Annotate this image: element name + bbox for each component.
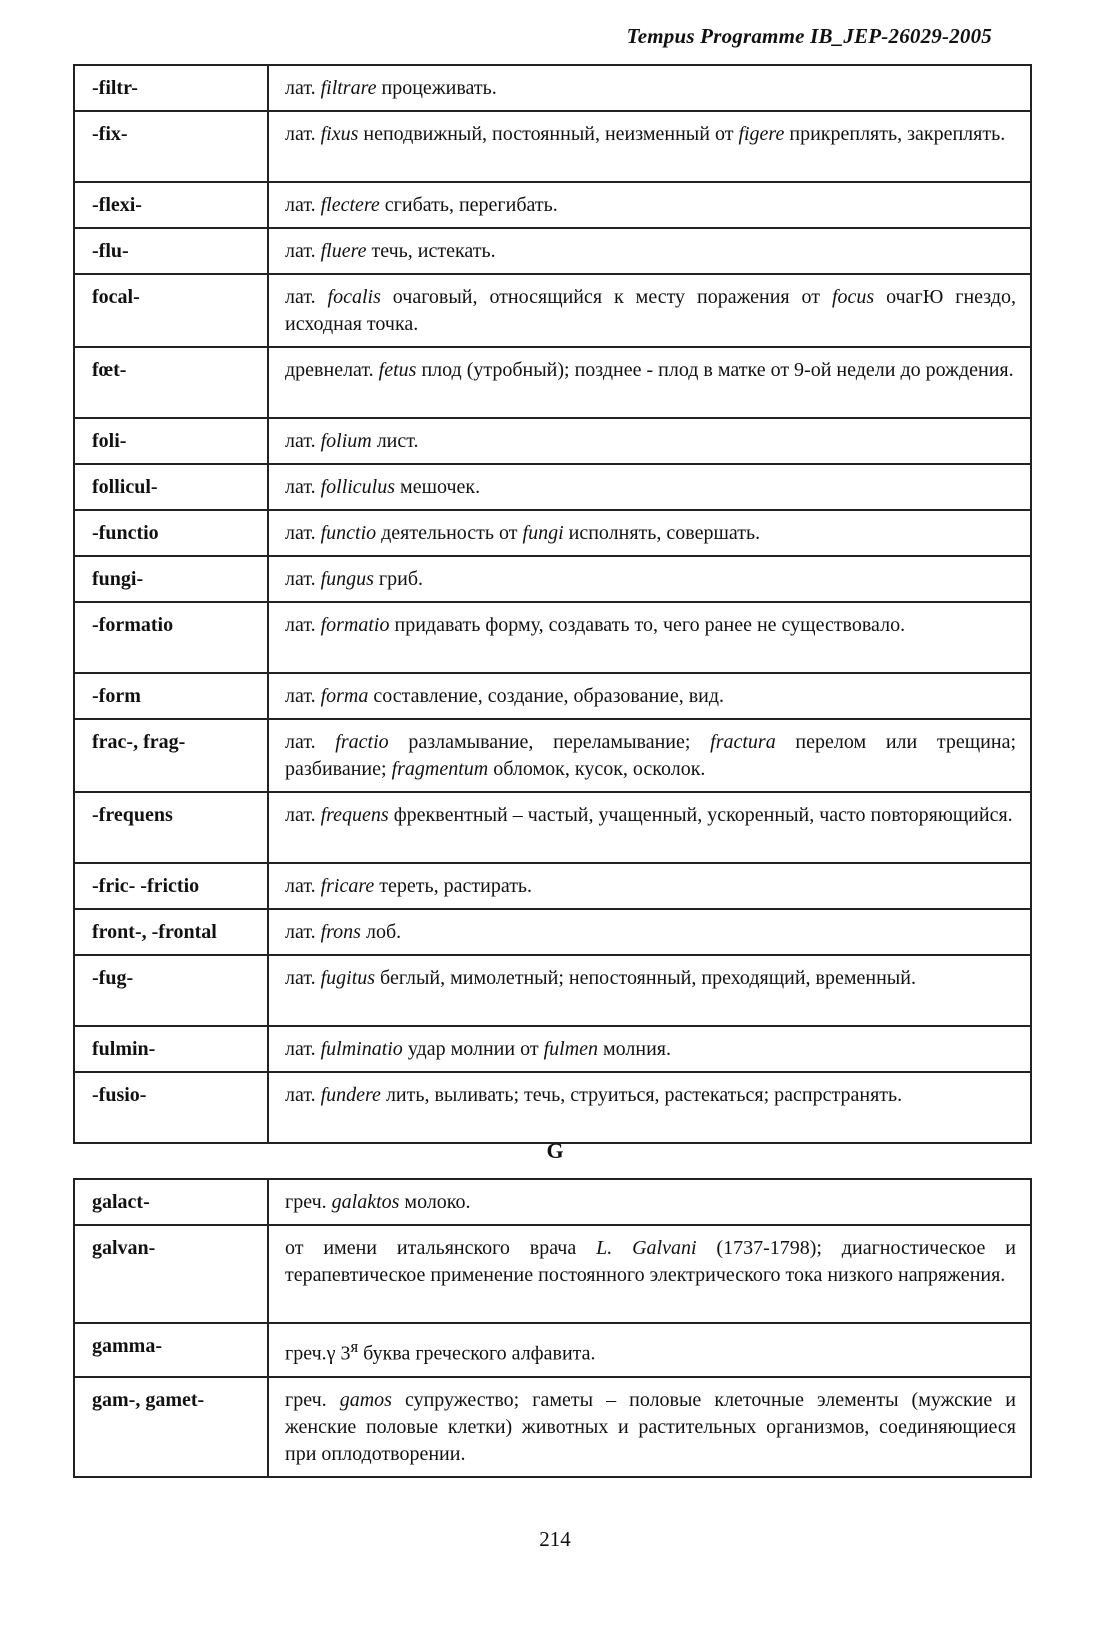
glossary-definition: лат. fricare тереть, растирать. xyxy=(268,863,1031,909)
glossary-definition: лат. forma составление, создание, образование, вид. xyxy=(268,673,1031,719)
glossary-row xyxy=(74,1323,1031,1377)
glossary-term: foli- xyxy=(74,418,268,464)
glossary-row xyxy=(74,602,1031,673)
glossary-table-g-body xyxy=(74,1179,1031,1477)
glossary-row xyxy=(74,347,1031,418)
glossary-definition: лат. fundere лить, выливать; течь, струиться, растекаться; распрстранять. xyxy=(268,1072,1031,1143)
glossary-definition: греч. gamos супружество; гаметы – половые клеточные элементы (мужские и женские половые клетки) животных и растительных организмов, соединяющиеся при оплодотворении. xyxy=(268,1377,1031,1477)
glossary-term: galact- xyxy=(74,1179,268,1225)
glossary-term: front-, -frontal xyxy=(74,909,268,955)
glossary-row xyxy=(74,1225,1031,1323)
glossary-row xyxy=(74,863,1031,909)
glossary-row xyxy=(74,909,1031,955)
page-number: 214 xyxy=(539,1527,571,1551)
glossary-term: focal- xyxy=(74,274,268,347)
glossary-term: gamma- xyxy=(74,1323,268,1377)
glossary-term: -fric- -frictio xyxy=(74,863,268,909)
glossary-term: -flexi- xyxy=(74,182,268,228)
glossary-row xyxy=(74,955,1031,1026)
glossary-row xyxy=(74,556,1031,602)
glossary-definition: древнелат. fetus плод (утробный); позднее - плод в матке от 9-ой недели до рождения. xyxy=(268,347,1031,418)
glossary-definition: греч.γ $3^я$ буква греческого алфавита. xyxy=(268,1323,1031,1377)
glossary-definition: лат. focalis очаговый, относящийся к месту поражения от focus очагЮ гнездо, исходная точка. xyxy=(268,274,1031,347)
glossary-definition: лат. filtrare процеживать. xyxy=(268,65,1031,111)
glossary-term: galvan- xyxy=(74,1225,268,1323)
running-header: Tempus Programme IB_JEP-26029-2005 xyxy=(626,24,992,48)
glossary-term: -formatio xyxy=(74,602,268,673)
glossary-term: fulmin- xyxy=(74,1026,268,1072)
glossary-term: fungi- xyxy=(74,556,268,602)
glossary-term: -form xyxy=(74,673,268,719)
glossary-term: -fix- xyxy=(74,111,268,182)
glossary-definition: лат. formatio придавать форму, создавать то, чего ранее не существовало. xyxy=(268,602,1031,673)
glossary-definition: лат. fractio разламывание, переламывание; fractura перелом или трещина; разбивание; fragmentum обломок, кусок, осколок. xyxy=(268,719,1031,792)
glossary-term: -fug- xyxy=(74,955,268,1026)
glossary-row xyxy=(74,1179,1031,1225)
glossary-row xyxy=(74,1072,1031,1143)
glossary-definition: лат. folium лист. xyxy=(268,418,1031,464)
glossary-row xyxy=(74,228,1031,274)
glossary-row xyxy=(74,111,1031,182)
glossary-definition: лат. frons лоб. xyxy=(268,909,1031,955)
glossary-row xyxy=(74,673,1031,719)
glossary-row xyxy=(74,1377,1031,1477)
glossary-term: follicul- xyxy=(74,464,268,510)
glossary-row xyxy=(74,464,1031,510)
glossary-definition: лат. frequens фреквентный – частый, учащенный, ускоренный, часто повторяющийся. xyxy=(268,792,1031,863)
glossary-term: -flu- xyxy=(74,228,268,274)
glossary-table-f-body xyxy=(74,65,1031,1143)
glossary-term: -fusio- xyxy=(74,1072,268,1143)
glossary-row xyxy=(74,719,1031,792)
section-letter: G xyxy=(546,1138,564,1163)
glossary-definition: от имени итальянского врача L. Galvani (1737-1798); диагностическое и терапевтическое применение постоянного электрического тока низкого напряжения. xyxy=(268,1225,1031,1323)
glossary-row xyxy=(74,792,1031,863)
glossary-term: -frequens xyxy=(74,792,268,863)
glossary-table-f xyxy=(73,64,1032,1144)
glossary-term: fœt- xyxy=(74,347,268,418)
glossary-term: frac-, frag- xyxy=(74,719,268,792)
glossary-definition: лат. flectere сгибать, перегибать. xyxy=(268,182,1031,228)
glossary-table-g xyxy=(73,1178,1032,1478)
glossary-definition: лат. fungus гриб. xyxy=(268,556,1031,602)
glossary-row xyxy=(74,418,1031,464)
glossary-row xyxy=(74,510,1031,556)
glossary-row xyxy=(74,182,1031,228)
glossary-row xyxy=(74,274,1031,347)
glossary-row xyxy=(74,65,1031,111)
glossary-term: -filtr- xyxy=(74,65,268,111)
glossary-term: gam-, gamet- xyxy=(74,1377,268,1477)
glossary-definition: лат. fugitus беглый, мимолетный; непостоянный, преходящий, временный. xyxy=(268,955,1031,1026)
glossary-definition: лат. fulminatio удар молнии от fulmen молния. xyxy=(268,1026,1031,1072)
glossary-definition: лат. fixus неподвижный, постоянный, неизменный от figere прикреплять, закреплять. xyxy=(268,111,1031,182)
glossary-definition: греч. galaktos молоко. xyxy=(268,1179,1031,1225)
glossary-term: -functio xyxy=(74,510,268,556)
glossary-definition: лат. functio деятельность от fungi исполнять, совершать. xyxy=(268,510,1031,556)
glossary-definition: лат. fluere течь, истекать. xyxy=(268,228,1031,274)
glossary-definition: лат. folliculus мешочек. xyxy=(268,464,1031,510)
glossary-row xyxy=(74,1026,1031,1072)
